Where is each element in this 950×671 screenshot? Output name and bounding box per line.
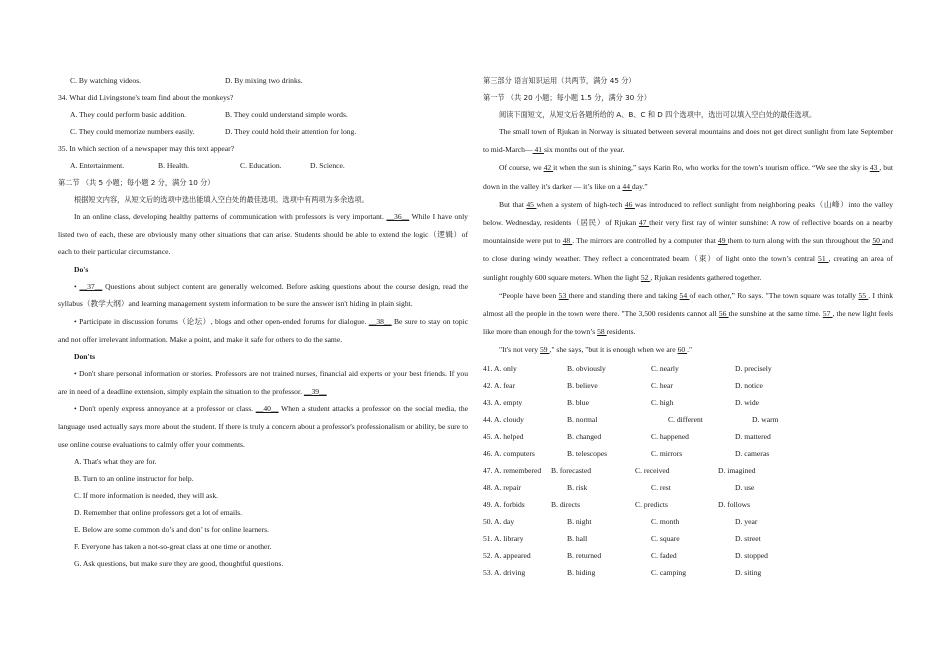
choice-d: D. year bbox=[735, 516, 758, 526]
choice-b: B. hall bbox=[567, 533, 588, 543]
blank-50[interactable]: 50 bbox=[872, 236, 883, 246]
choice-b: B. telescopes bbox=[567, 448, 608, 458]
option-e: E. Below are some common do’s and don’ ts for online learners. bbox=[74, 525, 269, 535]
option-b: B. Health. bbox=[158, 161, 190, 170]
blank-49[interactable]: 49 bbox=[717, 236, 728, 246]
choice-a: 46. A. computers bbox=[483, 448, 535, 458]
choice-a: 49. A. forbids bbox=[483, 499, 525, 509]
choice-b: B. night bbox=[567, 516, 592, 526]
bullet-1: • __37__ Questions about subject content are generally welcomed. Before asking questions about the course design, read the syllabus（教学大纲）and learning management system information to be sure the answer isn't hiding in plain sight. bbox=[58, 281, 469, 309]
choice-a: 47. A. remembered bbox=[483, 465, 542, 475]
choice-c: C. camping bbox=[651, 567, 687, 577]
choice-a: 43. A. empty bbox=[483, 397, 523, 407]
blank-53[interactable]: 53 bbox=[558, 290, 569, 300]
cloze-paragraph-5: "It's not very 59 ," she says, "but it is enough when we are 60 ." bbox=[499, 345, 693, 355]
bullet-icon: • bbox=[74, 369, 79, 379]
choice-d: D. follows bbox=[718, 499, 751, 509]
choice-d: D. notice bbox=[735, 380, 763, 390]
bullet-3: • Don't share personal information or stories. Professors are not trained nurses, financial aid experts or your best friends. If you are in need of a deadline extension, simply explain the situation to the professor. __39__ bbox=[58, 369, 468, 396]
choice-c: C. different bbox=[668, 414, 703, 424]
choice-b: B. blue bbox=[567, 397, 589, 407]
blank-54[interactable]: 54 bbox=[679, 290, 690, 300]
choice-d: D. warm bbox=[752, 414, 779, 424]
choice-c: C. faded bbox=[651, 550, 677, 560]
q35-stem: 35. In which section of a newspaper may this text appear? bbox=[58, 144, 235, 153]
choice-a: 41. A. only bbox=[483, 363, 517, 373]
blank-39[interactable]: __39__ bbox=[303, 386, 327, 396]
option-d: D. Remember that online professors get a lot of emails. bbox=[74, 508, 243, 518]
option-b: B. They could understand simple words. bbox=[225, 110, 348, 119]
choice-b: B. normal bbox=[567, 414, 598, 424]
choice-c: C. predicts bbox=[635, 499, 668, 509]
choice-a: 51. A. library bbox=[483, 533, 524, 543]
right-column bbox=[483, 72, 893, 581]
blank-51[interactable]: 51 bbox=[818, 254, 829, 264]
q33-options bbox=[58, 72, 468, 89]
choice-row-46 bbox=[483, 445, 893, 462]
blank-44[interactable]: 44 bbox=[622, 181, 632, 191]
option-c: C. If more information is needed, they will ask. bbox=[74, 491, 219, 501]
choice-a: 45. A. helped bbox=[483, 431, 524, 441]
blank-40[interactable]: __40__ bbox=[255, 404, 279, 414]
choice-b: B. forecasted bbox=[551, 465, 592, 475]
option-b: B. Turn to an online instructor for help. bbox=[74, 474, 194, 484]
blank-43[interactable]: 43 bbox=[869, 163, 880, 173]
choice-a: 52. A. appeared bbox=[483, 550, 531, 560]
choice-c: C. square bbox=[651, 533, 680, 543]
bullet-2: • Participate in discussion forums（论坛）, blogs and other open-ended forums for dialogue. __38__ Be sure to stay on topic and not offer irrelevant information. Make a point, and make it safe for others to do the same. bbox=[58, 316, 469, 344]
choice-d: D. imagined bbox=[718, 465, 756, 475]
choice-b: B. obviously bbox=[567, 363, 606, 373]
choice-d: D. precisely bbox=[735, 363, 772, 373]
choice-c: C. high bbox=[651, 397, 674, 407]
choice-a: 53. A. driving bbox=[483, 567, 526, 577]
blank-37[interactable]: __37__ bbox=[79, 281, 103, 291]
choice-c: C. happened bbox=[651, 431, 689, 441]
blank-47[interactable]: 47 bbox=[638, 218, 650, 228]
blank-55[interactable]: 55 bbox=[858, 290, 869, 300]
choice-a: 48. A. repair bbox=[483, 482, 521, 492]
cloze-paragraph-1: The small town of Rjukan in Norway is situated between several mountains and does not get direct sunlight from late September to mid-March— 41 six months out of the year. bbox=[483, 127, 893, 155]
blank-36[interactable]: __36__ bbox=[386, 212, 410, 221]
option-g: G. Ask questions, but make sure they are good, thoughtful questions. bbox=[74, 559, 284, 569]
blank-60[interactable]: 60 bbox=[677, 345, 688, 355]
option-d: D. By mixing two drinks. bbox=[225, 76, 303, 85]
cloze-paragraph-2: Of course, we 42 it when the sun is shining,” says Karin Ro, who works for the town’s tourism office. “We see the sky is 43 , but down in the valley it’s darker — it’s like on a 44 day.” bbox=[483, 163, 894, 191]
choice-list bbox=[483, 360, 893, 581]
blank-48[interactable]: 48 bbox=[562, 236, 573, 246]
choice-b: B. directs bbox=[551, 499, 581, 509]
option-a: A. They could perform basic addition. bbox=[70, 110, 187, 119]
choice-row-49 bbox=[483, 496, 893, 513]
q34-options-row1 bbox=[58, 106, 468, 123]
section2-title: 第二节 （共 5 小题；每小题 2 分，满分 10 分） bbox=[58, 178, 215, 187]
choice-a: 44. A. cloudy bbox=[483, 414, 524, 424]
donts-heading: Don'ts bbox=[74, 352, 96, 362]
choice-d: D. stopped bbox=[735, 550, 768, 560]
choice-row-41 bbox=[483, 360, 893, 377]
q34-stem: 34. What did Livingstone's team find about the monkeys? bbox=[58, 93, 234, 102]
option-c: C. By watching videos. bbox=[70, 76, 142, 85]
choice-c: C. nearly bbox=[651, 363, 679, 373]
choice-d: D. street bbox=[735, 533, 761, 543]
blank-57[interactable]: 57 bbox=[822, 309, 833, 319]
choice-d: D. cameras bbox=[735, 448, 770, 458]
choice-a: 42. A. fear bbox=[483, 380, 516, 390]
choice-b: B. returned bbox=[567, 550, 602, 560]
bullet-icon: • bbox=[74, 404, 80, 414]
blank-46[interactable]: 46 bbox=[624, 199, 635, 209]
q34-options-row2 bbox=[58, 123, 468, 140]
option-c: C. Education. bbox=[240, 161, 282, 170]
option-d: D. They could hold their attention for long. bbox=[225, 127, 357, 136]
option-f: F. Everyone has taken a not-so-great class at one time or another. bbox=[74, 542, 272, 552]
choice-row-50 bbox=[483, 513, 893, 530]
q35-options bbox=[58, 157, 468, 174]
choice-row-42 bbox=[483, 377, 893, 394]
choice-b: B. risk bbox=[567, 482, 588, 492]
section1-title: 第一节 （共 20 小题；每小题 1.5 分，满分 30 分） bbox=[483, 93, 651, 102]
choice-row-43 bbox=[483, 394, 893, 411]
blank-45[interactable]: 45 bbox=[526, 199, 537, 209]
choice-b: B. believe bbox=[567, 380, 598, 390]
choice-d: D. wide bbox=[735, 397, 760, 407]
part3-title: 第三部分 语言知识运用（共两节，满分 45 分） bbox=[483, 76, 636, 85]
choice-row-51 bbox=[483, 530, 893, 547]
section2-instructions: 根据短文内容，从短文后的选项中选出能填入空白处的最佳选项。选项中有两项为多余选项。 bbox=[74, 195, 369, 204]
choice-c: C. month bbox=[651, 516, 680, 526]
choice-c: C. rest bbox=[651, 482, 671, 492]
choice-row-53 bbox=[483, 564, 893, 581]
choice-d: D. siting bbox=[735, 567, 762, 577]
choice-d: D. mattered bbox=[735, 431, 771, 441]
blank-52[interactable]: 52 bbox=[640, 272, 651, 282]
left-column bbox=[58, 72, 468, 572]
blank-56[interactable]: 56 bbox=[718, 309, 729, 319]
bullet-icon: • bbox=[74, 316, 80, 326]
choice-b: B. hiding bbox=[567, 567, 596, 577]
blank-42[interactable]: 42 bbox=[543, 163, 554, 173]
blank-59[interactable]: 59 bbox=[539, 345, 550, 355]
cloze-paragraph-4: “People have been 53 there and standing there and taking 54 of each other,” Ro says. "The town square was totally 55 . I think almost all the people in the town were there. "The 3,500 residents cannot all 56 the sunshine at the same time. 57 , the new light feels like more than enough for the town’s 58 residents. bbox=[483, 290, 894, 337]
dos-heading: Do's bbox=[74, 264, 89, 274]
blank-41[interactable]: 41 bbox=[532, 145, 544, 155]
choice-row-48 bbox=[483, 479, 893, 496]
passage-paragraph-1: In an online class, developing healthy patterns of communication with professors is very important. __36__ While I have only listed two of each, these are obviously many other situations that can arise. Students should be able to extend the logic（逻辑）of each to their particular circumstance. bbox=[58, 212, 468, 257]
blank-38[interactable]: __38__ bbox=[368, 316, 392, 326]
blank-58[interactable]: 58 bbox=[597, 327, 607, 337]
choice-b: B. changed bbox=[567, 431, 602, 441]
option-a: A. That's what they are for. bbox=[74, 457, 157, 467]
choice-c: C. mirrors bbox=[651, 448, 683, 458]
option-c: C. They could memorize numbers easily. bbox=[70, 127, 195, 136]
bullet-4: • Don't openly express annoyance at a professor or class. __40__ When a student attacks a professor on the social media, the language used actually says more about the student. If there is truly a concern about a professor's professionalism or ability, be sure to use online course evaluations to calmly offer your comments. bbox=[58, 404, 468, 449]
choice-row-47 bbox=[483, 462, 893, 479]
choice-d: D. use bbox=[735, 482, 755, 492]
choice-row-45 bbox=[483, 428, 893, 445]
bullet-icon: • bbox=[74, 281, 80, 291]
choice-a: 50. A. day bbox=[483, 516, 515, 526]
option-a: A. Entertainment. bbox=[70, 161, 125, 170]
choice-c: C. received bbox=[635, 465, 670, 475]
choice-row-44 bbox=[483, 411, 893, 428]
choice-c: C. hear bbox=[651, 380, 673, 390]
cloze-instructions: 阅读下面短文，从短文后各题所给的 A、B、C 和 D 四个选项中，选出可以填入空白处的最佳选项。 bbox=[499, 110, 817, 119]
choice-row-52 bbox=[483, 547, 893, 564]
option-d: D. Science. bbox=[310, 161, 345, 170]
cloze-paragraph-3: But that 45 when a system of high-tech 46 was introduced to reflect sunlight from neighboring peaks（山峰）into the valley below. Wednesday, residents（居民）of Rjukan 47 their very first ray of winter sunshine: A row of reflective boards on a nearby mountainside were put to 48 . The mirrors are controlled by a computer that 49 them to turn along with the sun throughout the 50 and to close during windy weather. They reflect a concentrated beam（束）of light onto the town’s central 51 , creating an area of sunlight roughly 600 square meters. When the light 52 , Rjukan residents gathered together. bbox=[483, 199, 894, 282]
